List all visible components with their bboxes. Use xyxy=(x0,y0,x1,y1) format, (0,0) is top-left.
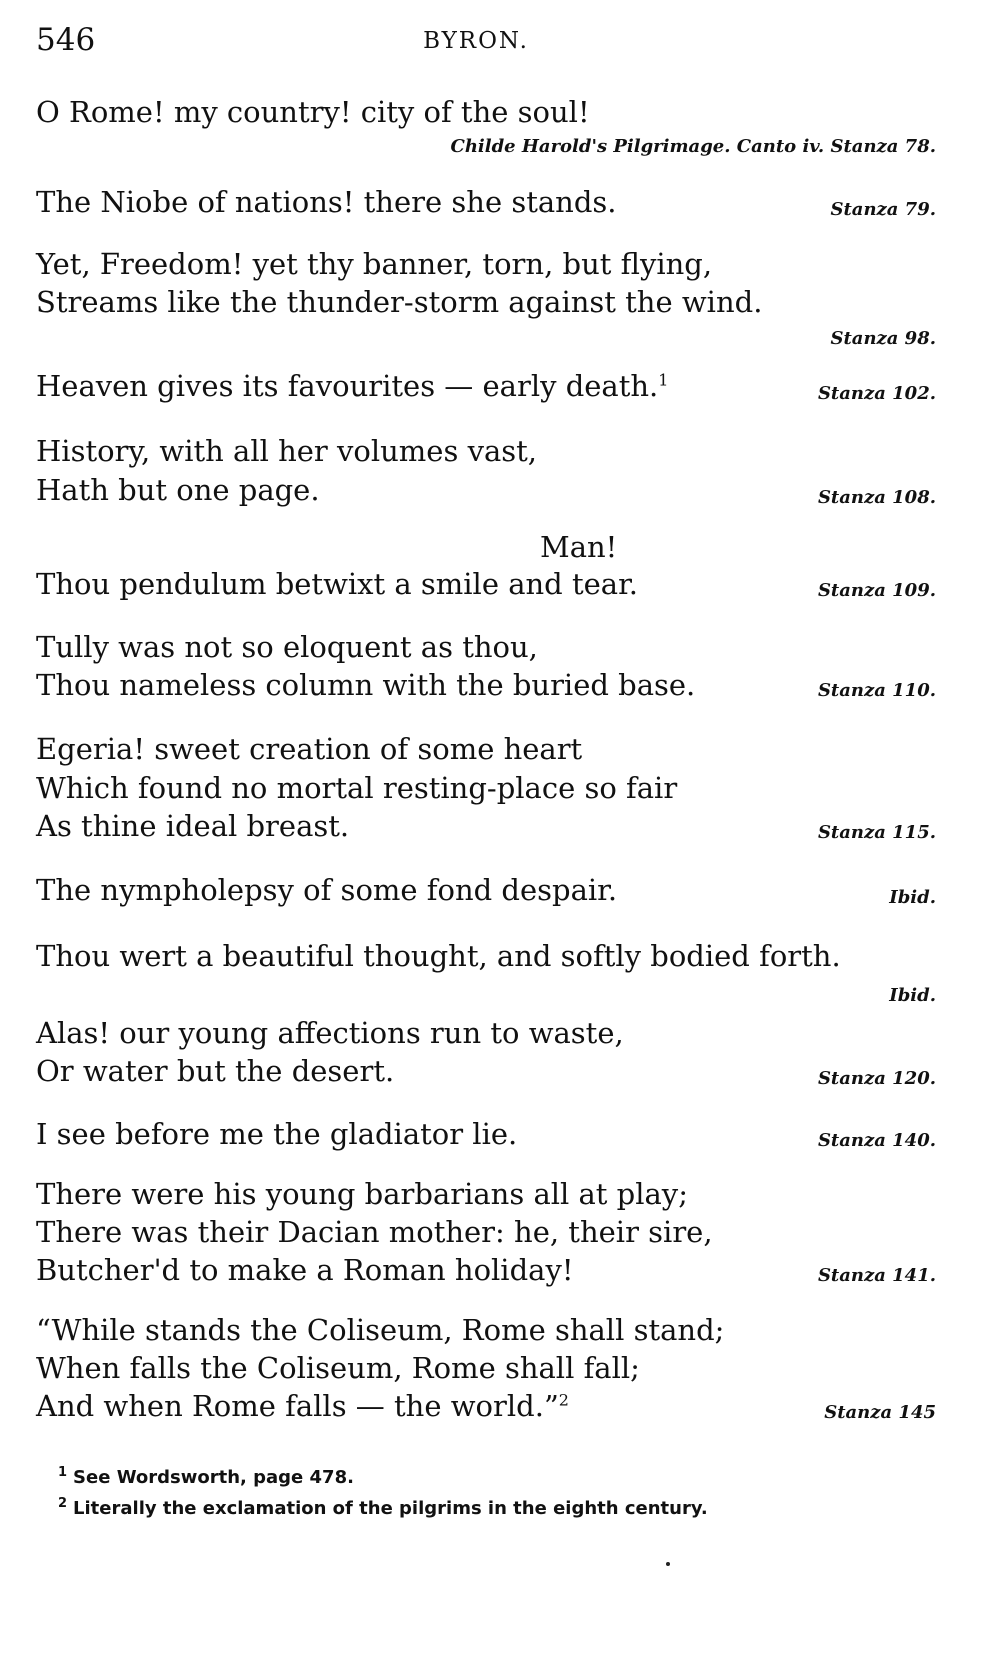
page-header xyxy=(36,22,916,62)
quote-line: Thou wert a beautiful thought, and softly bodied forth. xyxy=(36,939,841,973)
quote-line: Egeria! sweet creation of some heart xyxy=(36,732,583,766)
footnote-ref[interactable]: 1 xyxy=(658,370,669,390)
quote-line: Or water but the desert. xyxy=(36,1054,395,1088)
quote-lead: Man! xyxy=(540,530,618,564)
quote-citation: Stanza 140. xyxy=(817,1130,936,1151)
quote-citation: Stanza 120. xyxy=(817,1068,936,1089)
quote-line: The Niobe of nations! there she stands. xyxy=(36,185,617,219)
quote-citation: Stanza 110. xyxy=(817,680,936,701)
quote-line: Which found no mortal resting-place so fair xyxy=(36,771,678,805)
quote-text: And when Rome falls — the world.” xyxy=(36,1389,559,1423)
quote-line xyxy=(36,1389,569,1423)
quote-line: O Rome! my country! city of the soul! xyxy=(36,95,590,129)
quote-line: There were his young barbarians all at play; xyxy=(36,1177,688,1211)
print-speck xyxy=(666,1562,670,1566)
footnote-ref[interactable]: 2 xyxy=(558,1390,569,1410)
quote-line: History, with all her volumes vast, xyxy=(36,434,538,468)
quote-line: Alas! our young affections run to waste, xyxy=(36,1016,624,1050)
footnote-text: Literally the exclamation of the pilgrims in the eighth century. xyxy=(73,1498,708,1519)
quote-line: I see before me the gladiator lie. xyxy=(36,1117,518,1151)
quote-line: When falls the Coliseum, Rome shall fall; xyxy=(36,1351,640,1385)
quote-line: Yet, Freedom! yet thy banner, torn, but flying, xyxy=(36,247,713,281)
quote-citation: Stanza 115. xyxy=(817,822,936,843)
quote-line: Streams like the thunder-storm against the wind. xyxy=(36,285,763,319)
quote-line: Thou nameless column with the buried base. xyxy=(36,668,696,702)
quote-line: Hath but one page. xyxy=(36,473,320,507)
footnote-mark: 1 xyxy=(58,1465,68,1480)
quote-citation: Ibid. xyxy=(889,887,936,908)
quote-citation: Stanza 109. xyxy=(817,580,936,601)
quote-citation: Stanza 141. xyxy=(817,1265,936,1286)
quote-line xyxy=(36,369,669,403)
quote-line: As thine ideal breast. xyxy=(36,809,350,843)
quote-citation: Ibid. xyxy=(889,985,936,1006)
footnote xyxy=(58,1465,354,1488)
quote-line: “While stands the Coliseum, Rome shall stand; xyxy=(36,1313,725,1347)
quote-line: Tully was not so eloquent as thou, xyxy=(36,630,538,664)
footnote xyxy=(58,1496,708,1519)
quote-line: There was their Dacian mother: he, their sire, xyxy=(36,1215,713,1249)
quote-citation: Stanza 102. xyxy=(817,383,936,404)
quote-citation: Stanza 145 xyxy=(824,1402,936,1423)
quote-line: Thou pendulum betwixt a smile and tear. xyxy=(36,567,638,601)
footnote-text: See Wordsworth, page 478. xyxy=(73,1467,354,1488)
running-head: BYRON. xyxy=(423,28,529,54)
page-number: 546 xyxy=(36,22,96,58)
quote-text: Heaven gives its favourites — early death. xyxy=(36,369,659,403)
quote-citation: Stanza 98. xyxy=(830,328,936,349)
quote-citation: Childe Harold's Pilgrimage. Canto iv. Stanza 78. xyxy=(450,136,936,157)
quote-citation: Stanza 79. xyxy=(830,199,936,220)
quote-line: The nympholepsy of some fond despair. xyxy=(36,873,618,907)
quote-line: Butcher'd to make a Roman holiday! xyxy=(36,1253,574,1287)
quote-citation: Stanza 108. xyxy=(817,487,936,508)
footnote-mark: 2 xyxy=(58,1496,68,1511)
